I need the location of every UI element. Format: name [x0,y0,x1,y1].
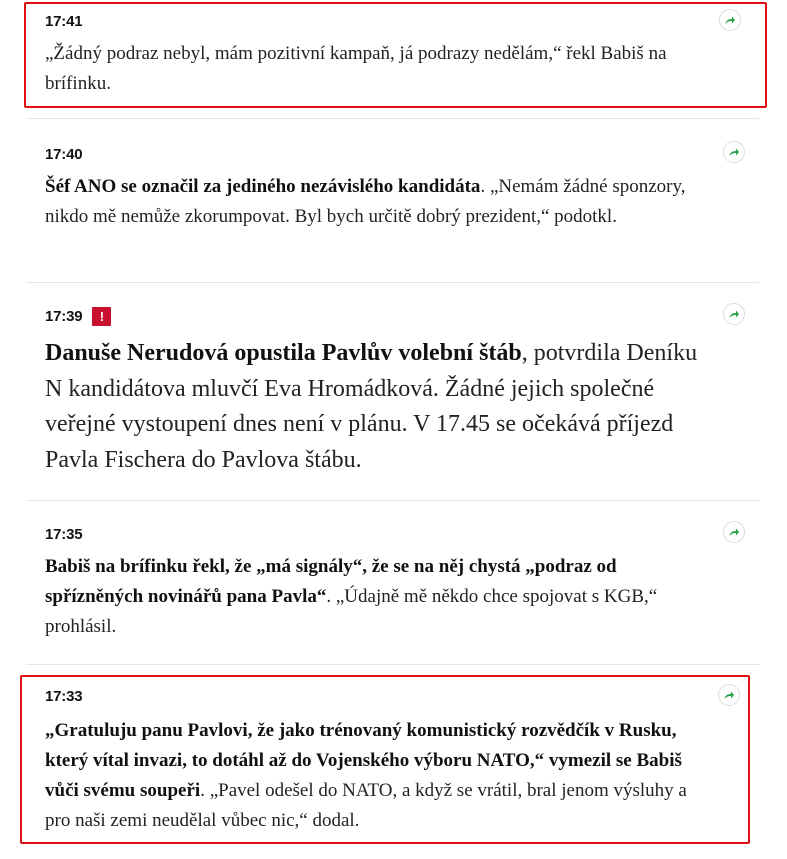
live-post [24,2,767,108]
post-header [45,523,709,545]
live-post [20,675,750,844]
live-post [26,118,759,283]
post-body: , potvrdila Deníku N kandidátova mluvčí Eva Hromádková. Žádné jejich společné veřejné vystoupení dnes není v plánu. V 17.45 se očekává příjezd Pavla Fischera do Pavlova štábu. [45,340,698,473]
post-text [45,39,715,99]
post-text [45,552,709,642]
post-lead: Šéf ANO se označil za jediného nezávislého kandidáta [45,176,481,197]
post-lead: Babiš na brífinku řekl, že „má signály“, že se na něj chystá „podraz od spřízněných novinářů pana Pavla“ [45,556,617,607]
post-header [45,305,709,327]
post-body: „Žádný podraz nebyl, mám pozitivní kampaň, já podrazy nedělám,“ řekl Babiš na brífinku. [45,43,667,94]
share-arrow-icon [724,14,736,26]
share-button[interactable] [723,303,745,325]
post-text [45,172,709,232]
share-arrow-icon [723,689,735,701]
post-header [45,143,709,165]
share-button[interactable] [718,684,740,706]
share-arrow-icon [728,526,740,538]
post-body: . „Pavel odešel do NATO, a když se vrátil, bral jenom výsluhy a pro naši zemi neudělal vůbec nic,“ dodal. [45,780,687,831]
post-body: . „Nemám žádné sponzory, nikdo mě nemůže zkorumpovat. Byl bych určitě dobrý prezident,“ podotkl. [45,176,686,227]
post-time: 17:40 [45,145,83,163]
post-time: 17:33 [45,687,83,705]
share-arrow-icon [728,146,740,158]
share-button[interactable] [723,521,745,543]
post-text [45,336,709,478]
post-time: 17:35 [45,525,83,543]
breaking-alert-badge: ! [92,307,111,326]
live-post [26,283,759,501]
post-time: 17:41 [45,12,83,30]
post-text [45,716,702,836]
post-body: . „Údajně mě někdo chce spojovat s KGB,“ prohlásil. [45,586,658,637]
share-button[interactable] [719,9,741,31]
post-header [45,10,715,32]
post-time: 17:39 [45,307,83,325]
post-lead: „Gratuluju panu Pavlovi, že jako trénovaný komunistický rozvědčík v Rusku, který vítal invazi, to dotáhl až do Vojenského výboru NATO,“ vymezil se Babiš vůči svému soupeři [45,720,682,801]
post-header [45,685,702,707]
live-post [26,501,759,665]
share-arrow-icon [728,308,740,320]
share-button[interactable] [723,141,745,163]
post-lead: Danuše Nerudová opustila Pavlův volební štáb [45,340,522,366]
